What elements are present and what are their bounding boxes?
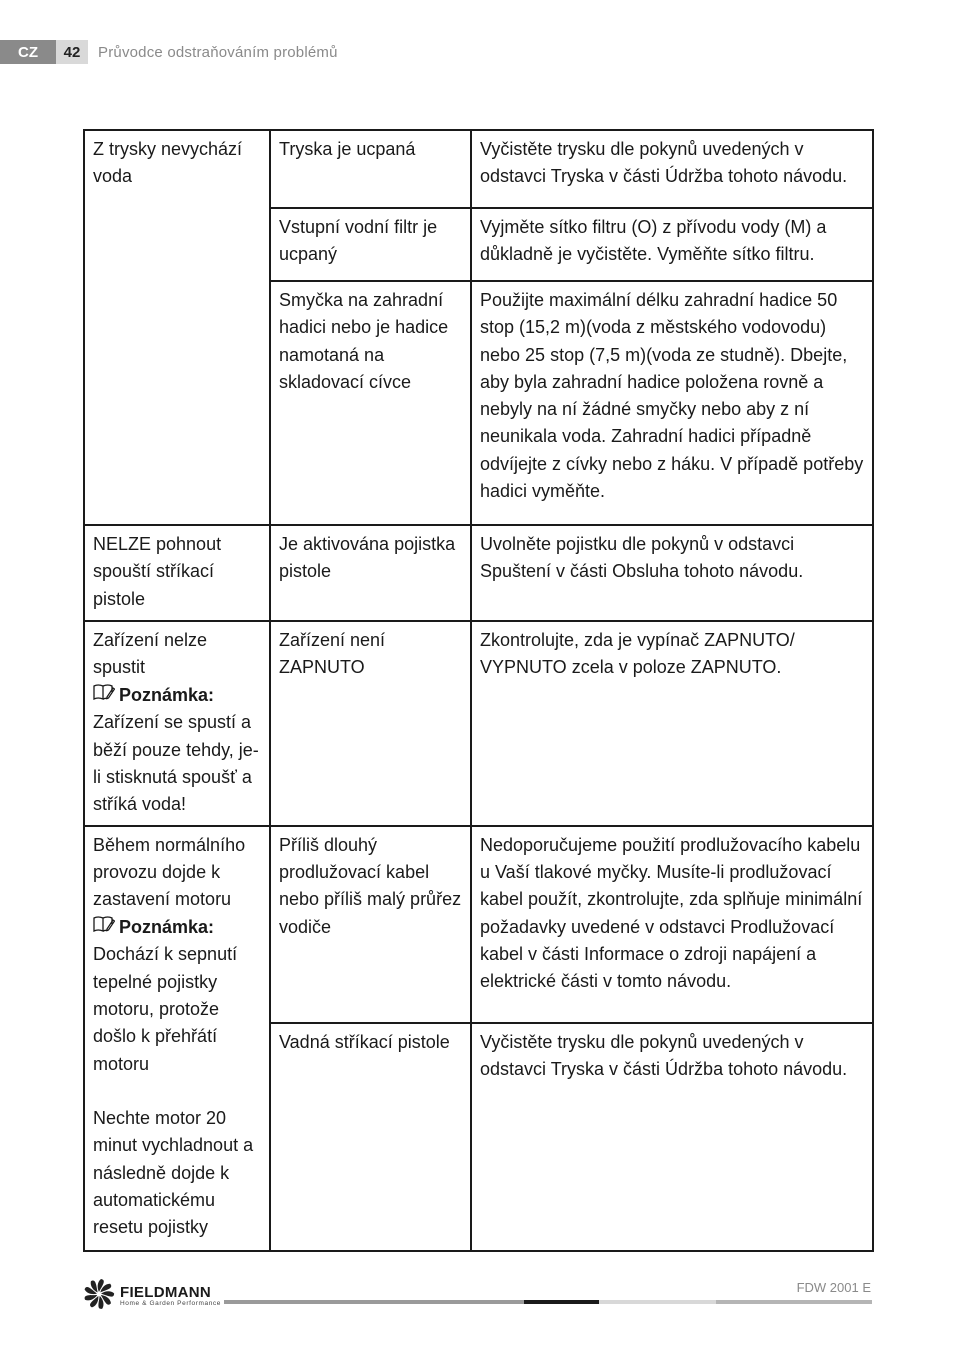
brand-name: FIELDMANN xyxy=(120,1284,212,1301)
problem-text: Z trysky nevychází voda xyxy=(93,139,243,187)
note-text: Zařízení se spustí a běží pouze tehdy, je-li stisknutá spoušť a stříká voda! xyxy=(93,712,259,815)
page-title: Průvodce odstraňováním problémů xyxy=(98,43,338,61)
table-row xyxy=(84,525,873,621)
solution-cell xyxy=(471,130,873,208)
table-row xyxy=(84,826,873,1023)
solution-cell xyxy=(471,621,873,826)
solution-text: Použijte maximální délku zahradní hadice 50 stop (15,2 m)(voda z městského vodovodu) nebo 25 stop (7,5 m)(voda ze studně). Dbejte, aby byla zahradní hadice položena rovně a nebyly na ní žádné smyčky nebo aby z ní neunikala voda. Zahradní hadici případně odvíjejte z cívky nebo z háku. V případě potřeby hadici vyměňte. xyxy=(480,290,864,502)
problem-text: Zařízení nelze spustit xyxy=(93,630,208,678)
problem-cell xyxy=(84,826,270,1251)
cause-cell xyxy=(270,621,471,826)
solution-cell xyxy=(471,208,873,281)
footer-divider xyxy=(224,1300,872,1304)
note xyxy=(93,682,261,710)
cause-cell xyxy=(270,826,471,1023)
cause-text: Je aktivována pojistka pistole xyxy=(279,534,456,582)
cause-text: Smyčka na zahradní hadici nebo je hadice namotaná na skladovací cívce xyxy=(279,290,449,392)
troubleshooting-table xyxy=(83,129,874,1252)
note-title: Poznámka: xyxy=(119,684,215,705)
solution-text: Zkontrolujte, zda je vypínač ZAPNUTO/ VYPNUTO zcela v poloze ZAPNUTO. xyxy=(480,630,795,678)
solution-cell xyxy=(471,826,873,1023)
fan-flower-icon xyxy=(82,1278,116,1315)
note xyxy=(93,914,261,942)
brand-tagline: Home & Garden Performance xyxy=(120,1300,221,1307)
table-row xyxy=(84,130,873,208)
cause-cell xyxy=(270,130,471,208)
model-number: FDW 2001 E xyxy=(796,1280,871,1295)
table-row xyxy=(84,621,873,826)
solution-cell xyxy=(471,281,873,525)
cause-text: Vstupní vodní filtr je ucpaný xyxy=(279,217,438,265)
problem-cell xyxy=(84,130,270,525)
cause-cell xyxy=(270,208,471,281)
page-number: 42 xyxy=(56,40,88,64)
cause-cell xyxy=(270,525,471,621)
extra-text: Nechte motor 20 minut vychladnout a následně dojde k automatickému resetu pojistky xyxy=(93,1107,254,1238)
note-text: Dochází k sepnutí tepelné pojistky motoru, protože došlo k přehřátí motoru xyxy=(93,944,238,1074)
solution-text: Vyčistěte trysku dle pokynů uvedených v odstavci Tryska v části Údržba tohoto návodu. xyxy=(480,139,848,187)
solution-cell xyxy=(471,1023,873,1251)
solution-text: Nedoporučujeme použití prodlužovacího kabelu u Vaší tlakové myčky. Musíte-li prodlužovací kabel použít, zkontrolujte, zda splňuje minimální požadavky uvedené v odstavci Prodlužovací kabel v části Informace o zdroji napájení a elektrické části v tomto návodu. xyxy=(480,834,863,992)
cause-cell xyxy=(270,1023,471,1251)
solution-text: Uvolněte pojistku dle pokynů v odstavci Spuštení v části Obsluha tohoto návodu. xyxy=(480,534,804,582)
solution-cell xyxy=(471,525,873,621)
cause-text: Zařízení není ZAPNUTO xyxy=(279,630,386,678)
open-book-pencil-icon xyxy=(93,682,119,709)
page-header xyxy=(0,40,338,64)
solution-text: Vyčistěte trysku dle pokynů uvedených v odstavci Tryska v části Údržba tohoto návodu. xyxy=(480,1031,848,1079)
language-tag: CZ xyxy=(0,40,56,64)
solution-text: Vyjměte sítko filtru (O) z přívodu vody (M) a důkladně je vyčistěte. Vyměňte sítko filtru. xyxy=(480,217,827,265)
problem-cell xyxy=(84,621,270,826)
problem-cell xyxy=(84,525,270,621)
cause-text: Tryska je ucpaná xyxy=(279,139,416,159)
cause-text: Příliš dlouhý prodlužovací kabel nebo příliš malý průřez vodiče xyxy=(279,834,462,937)
cause-text: Vadná stříkací pistole xyxy=(279,1031,450,1052)
cause-cell xyxy=(270,281,471,525)
brand-logo xyxy=(82,1278,221,1315)
open-book-pencil-icon xyxy=(93,914,119,941)
problem-text: Během normálního provozu dojde k zastavení motoru xyxy=(93,834,246,910)
problem-text: NELZE pohnout spouští stříkací pistole xyxy=(93,534,222,609)
note-title: Poznámka: xyxy=(119,916,215,937)
